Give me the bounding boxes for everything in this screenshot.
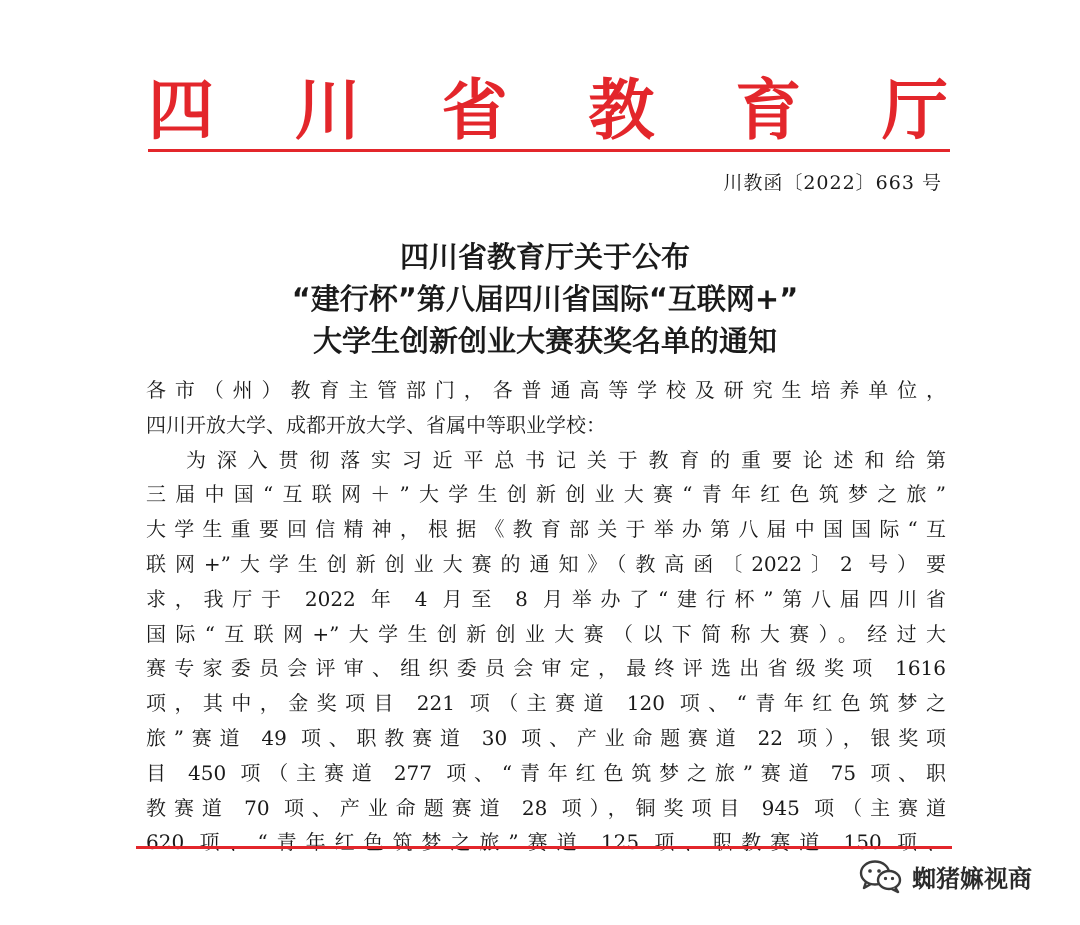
body-line: 国际“互联网+”大学生创新创业大赛（以下简称大赛）。经过大	[146, 621, 946, 646]
header-divider	[148, 149, 950, 152]
org-char: 厅	[881, 71, 948, 149]
watermark-text: 蜘猪嫲视商	[912, 864, 1032, 893]
body-line: 四川开放大学、成都开放大学、省属中等职业学校：	[146, 412, 606, 437]
document-number: 川教函〔2022〕663 号	[723, 172, 942, 194]
body-line: 项，其中，金奖项目 221 项（主赛道 120 项、“青年红色筑梦之	[146, 691, 946, 716]
wechat-icon	[858, 858, 904, 894]
org-char: 省	[441, 71, 508, 149]
document-title	[140, 236, 950, 362]
body-line: 各市（州）教育主管部门，各普通高等学校及研究生培养单位，	[146, 378, 946, 402]
body-line: 620 项、“青年红色筑梦之旅”赛道 125 项、职教赛道 150 项、	[146, 830, 946, 855]
body-line: 求，我厅于 2022 年 4 月至 8 月举办了“建行杯”第八届四川省	[146, 586, 946, 611]
footer-divider	[136, 846, 952, 849]
body-line: 旅”赛道 49 项、职教赛道 30 项、产业命题赛道 22 项），银奖项	[146, 725, 946, 750]
body-line: 为深入贯彻落实习近平总书记关于教育的重要论述和给第	[186, 447, 946, 472]
body-line: 大学生重要回信精神，根据《教育部关于举办第八届中国国际“互	[146, 517, 946, 542]
title-line: “建行杯”第八届四川省国际“互联网+”	[291, 282, 799, 316]
body-line: 联网+”大学生创新创业大赛的通知》（教高函〔2022〕2 号）要	[146, 551, 946, 576]
org-char: 教	[588, 71, 655, 149]
body-line: 目 450 项（主赛道 277 项、“青年红色筑梦之旅”赛道 75 项、职	[146, 760, 946, 785]
title-line: 大学生创新创业大赛获奖名单的通知	[312, 324, 777, 358]
body-line: 教赛道 70 项、产业命题赛道 28 项），铜奖项目 945 项（主赛道	[146, 795, 946, 820]
body-line: 三届中国“互联网＋”大学生创新创业大赛“青年红色筑梦之旅”	[146, 482, 946, 507]
org-char: 四	[148, 71, 214, 149]
title-line: 四川省教育厅关于公布	[399, 240, 690, 274]
document-body	[146, 373, 946, 860]
org-char: 育	[735, 71, 802, 149]
wechat-watermark	[858, 856, 1032, 896]
org-char: 川	[294, 71, 361, 149]
issuing-organization-header	[148, 70, 948, 150]
body-line: 赛专家委员会评审、组织委员会审定，最终评选出省级奖项 1616	[146, 656, 946, 681]
